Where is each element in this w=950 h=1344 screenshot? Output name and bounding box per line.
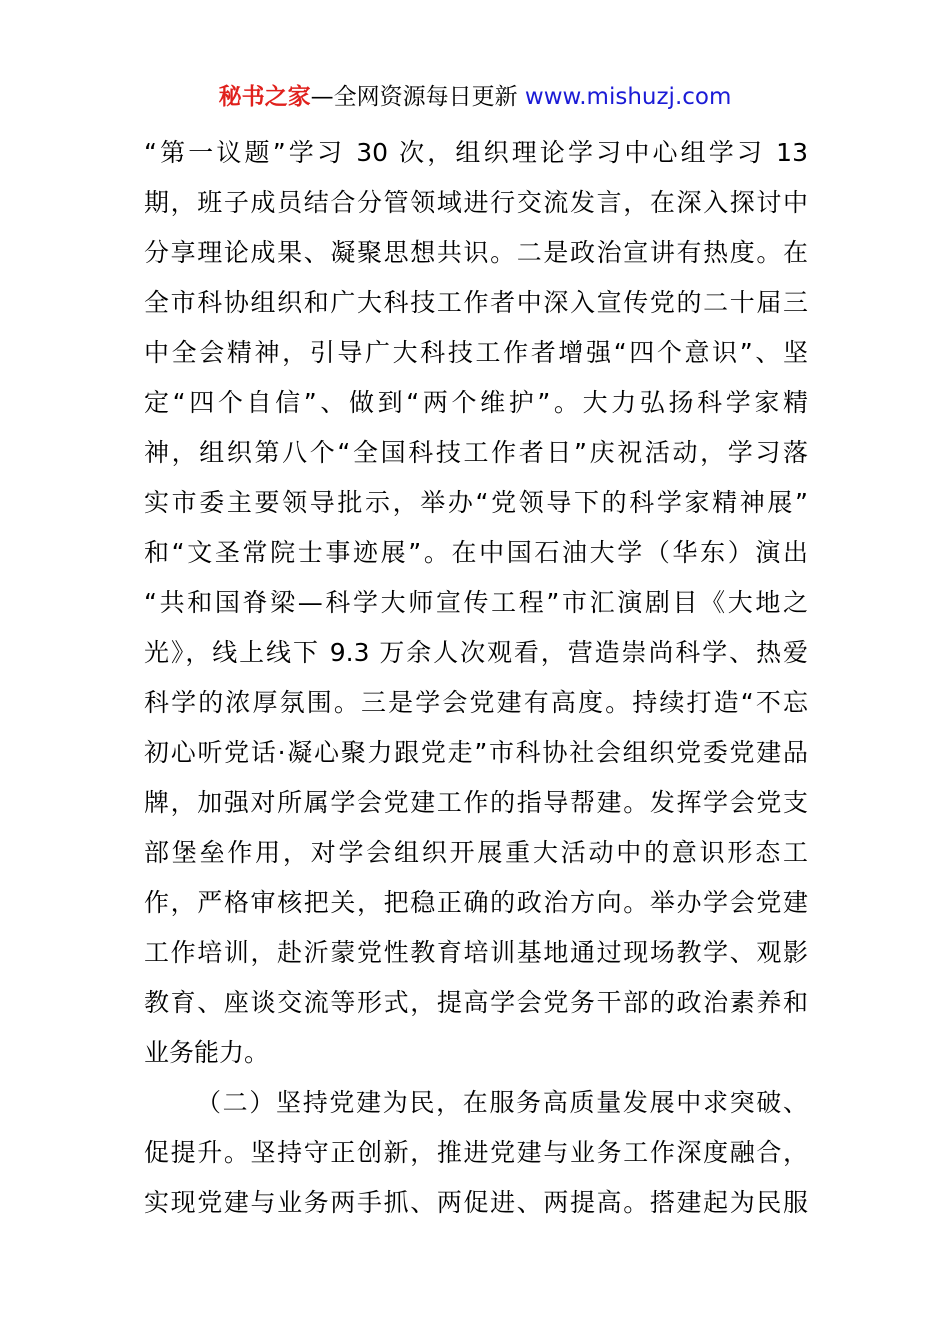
header-brand: 秘书之家 — [218, 84, 311, 110]
text-line: “共和国脊梁—科学大师宣传工程”市汇演剧目《大地之 — [144, 588, 808, 617]
text-line: 分享理论成果、凝聚思想共识。二是政治宣讲有热度。在 — [144, 238, 808, 267]
text-line: 牌，加强对所属学会党建工作的指导帮建。发挥学会党支 — [144, 788, 808, 817]
text-line: 促提升。坚持守正创新，推进党建与业务工作深度融合， — [144, 1138, 808, 1167]
text-line: 光》，线上线下 9.3 万余人次观看，营造崇尚科学、热爱 — [144, 638, 808, 667]
paragraph-end-line: 业务能力。 — [144, 1038, 270, 1067]
page-header — [0, 82, 950, 112]
text-line: 工作培训，赴沂蒙党性教育培训基地通过现场教学、观影 — [144, 938, 808, 967]
text-line: 科学的浓厚氛围。三是学会党建有高度。持续打造“不忘 — [144, 688, 808, 717]
text-line: 教育、座谈交流等形式，提高学会党务干部的政治素养和 — [144, 988, 808, 1017]
text-line: 中全会精神，引导广大科技工作者增强“四个意识”、坚 — [144, 338, 808, 367]
text-line: 神，组织第八个“全国科技工作者日”庆祝活动，学习落 — [144, 438, 808, 467]
document-body — [144, 128, 808, 1228]
text-line: 全市科协组织和广大科技工作者中深入宣传党的二十届三 — [144, 288, 808, 317]
text-line: 初心听党话·凝心聚力跟党走”市科协社会组织党委党建品 — [144, 738, 808, 767]
text-line: 和“文圣常院士事迹展”。在中国石油大学（华东）演出 — [144, 538, 808, 567]
text-line: 作，严格审核把关，把稳正确的政治方向。举办学会党建 — [144, 888, 808, 917]
header-tagline: —全网资源每日更新 — [310, 84, 525, 110]
text-line: “第一议题”学习 30 次，组织理论学习中心组学习 13 — [144, 138, 808, 167]
section-heading-line: （二）坚持党建为民，在服务高质量发展中求突破、 — [196, 1088, 808, 1117]
header-url-link[interactable]: www.mishuzj.com — [524, 84, 732, 110]
text-line: 实市委主要领导批示，举办“党领导下的科学家精神展” — [144, 488, 808, 517]
text-line: 部堡垒作用，对学会组织开展重大活动中的意识形态工 — [144, 838, 808, 867]
text-line: 定“四个自信”、做到“两个维护”。大力弘扬科学家精 — [144, 388, 808, 417]
text-line: 期，班子成员结合分管领域进行交流发言，在深入探讨中 — [144, 188, 808, 217]
text-line: 实现党建与业务两手抓、两促进、两提高。搭建起为民服 — [144, 1188, 808, 1217]
